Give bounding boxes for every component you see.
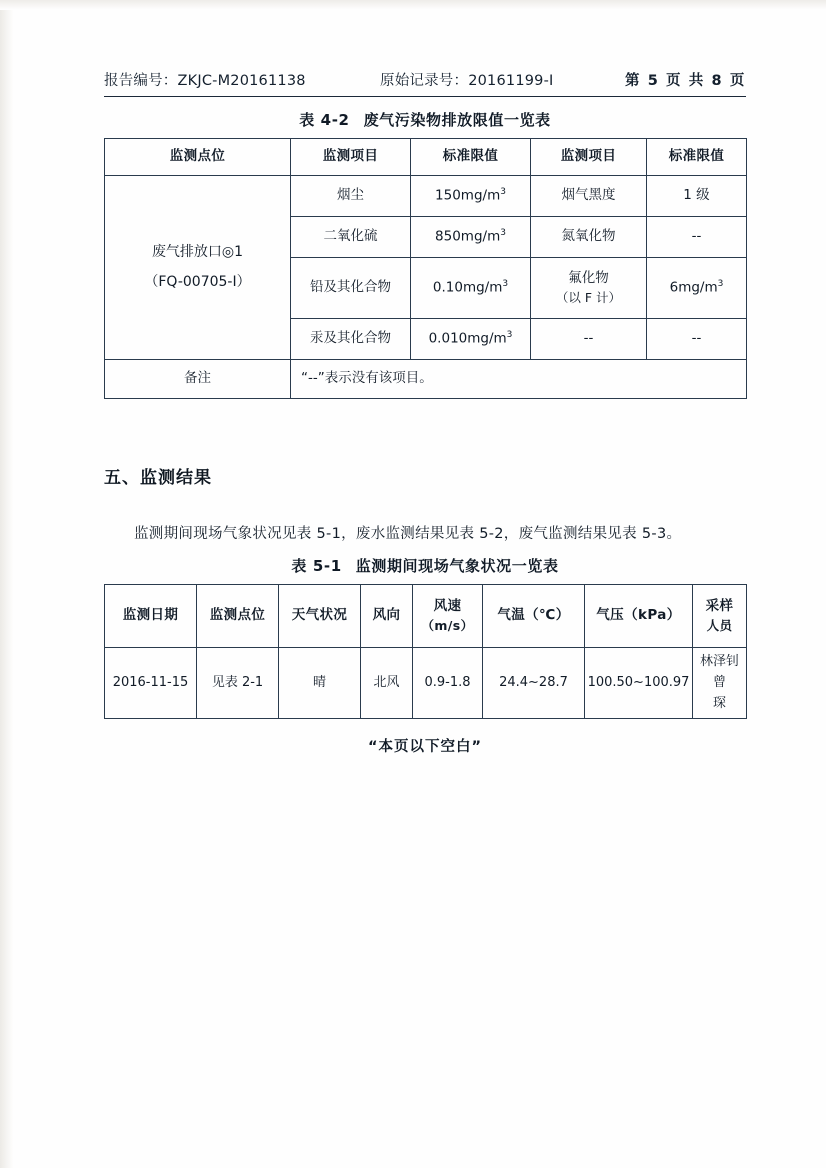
cell-limit-b (647, 258, 747, 319)
cell-limit-a-text: 850mg/m (435, 228, 501, 245)
record-number-value: 20161199-I (468, 73, 554, 89)
cell-limit-a-sup: 3 (502, 278, 509, 289)
cell-limit-a-text: 0.10mg/m (432, 279, 503, 296)
cell-limit-a-text: 0.010mg/m (428, 330, 507, 347)
table-5-1-col-wind-speed (413, 585, 483, 648)
record-number-label: 原始记录号： (380, 73, 469, 89)
cell-staff (693, 648, 747, 719)
table-5-1-col-staff-label: 采样 (705, 598, 734, 615)
table-5-1 (104, 584, 747, 719)
cell-limit-a (411, 258, 531, 319)
table-5-1-col-pressure: 气压（kPa） (585, 585, 693, 648)
table-4-2-caption-title: 废气污染物排放限值一览表 (363, 111, 551, 129)
cell-item-a: 二氧化硫 (291, 217, 411, 258)
table-5-1-col-wind-direction: 风向 (361, 585, 413, 648)
table-5-1-header-row (105, 585, 747, 648)
blank-page-note: “本页以下空白” (367, 739, 483, 756)
cell-weather: 晴 (279, 648, 361, 719)
table-row (105, 176, 747, 217)
report-number-value: ZKJC-M20161138 (177, 73, 306, 89)
table-5-1-col-staff-sub: 人员 (706, 617, 733, 633)
table-5-1-col-wind-speed-label: 风速 (433, 598, 462, 615)
cell-item-b: -- (531, 319, 647, 360)
staff-name-1: 林泽钊 (699, 654, 739, 669)
cell-limit-b-text: 6mg/m (669, 279, 718, 296)
point-name: 废气排放口◎1 (151, 244, 244, 261)
cell-wind-direction: 北风 (361, 648, 413, 719)
remark-label: 备注 (105, 360, 291, 399)
report-number-label: 报告编号： (104, 73, 178, 89)
table-4-2-col-limit-b: 标准限值 (647, 139, 747, 176)
section-paragraph: 监测期间现场气象状况见表 5-1，废水监测结果见表 5-2，废气监测结果见表 5-3。 (134, 526, 682, 542)
cell-item-a: 汞及其化合物 (291, 319, 411, 360)
table-5-1-col-temperature: 气温（℃） (483, 585, 585, 648)
cell-date: 2016-11-15 (105, 648, 197, 719)
table-4-2-col-point: 监测点位 (105, 139, 291, 176)
table-5-1-caption (104, 555, 746, 576)
cell-limit-b: -- (647, 319, 747, 360)
cell-temperature: 24.4~28.7 (483, 648, 585, 719)
table-5-1-col-date: 监测日期 (105, 585, 197, 648)
cell-limit-b: -- (647, 217, 747, 258)
table-4-2-caption-number: 表 4-2 (299, 111, 350, 129)
table-4-2-col-item-a: 监测项目 (291, 139, 411, 176)
staff-name-2: 曾 琛 (712, 674, 732, 711)
cell-item-b (531, 258, 647, 319)
remark-text: “--”表示没有该项目。 (291, 360, 747, 399)
cell-item-b: 氮氧化物 (531, 217, 647, 258)
table-row (105, 648, 747, 719)
table-5-1-caption-title: 监测期间现场气象状况一览表 (355, 557, 559, 575)
table-4-2 (104, 138, 747, 399)
cell-limit-a (411, 176, 531, 217)
cell-item-b-text: 氟化物 (568, 270, 609, 287)
cell-point: 见表 2-1 (197, 648, 279, 719)
cell-limit-a-sup: 3 (500, 227, 506, 238)
page-content (104, 66, 746, 756)
table-5-1-col-point: 监测点位 (197, 585, 279, 648)
cell-limit-a (411, 319, 531, 360)
cell-limit-a (411, 217, 531, 258)
cell-item-a: 烟尘 (291, 176, 411, 217)
section-heading: 五、监测结果 (104, 468, 212, 488)
cell-item-b-sub: （以 F 计） (555, 289, 622, 305)
cell-limit-a-sup: 3 (506, 329, 513, 340)
cell-pressure: 100.50~100.97 (585, 648, 693, 719)
cell-item-b: 烟气黑度 (531, 176, 647, 217)
table-4-2-col-item-b: 监测项目 (531, 139, 647, 176)
table-4-2-header-row (105, 139, 747, 176)
cell-limit-b-sup: 3 (717, 278, 724, 289)
document-header (104, 66, 746, 97)
scan-edge-top (0, 0, 826, 10)
table-4-2-col-limit-a: 标准限值 (411, 139, 531, 176)
scan-edge-left (0, 0, 14, 1168)
cell-limit-b: 1 级 (647, 176, 747, 217)
page-indicator: 第 5 页 共 8 页 (624, 73, 746, 89)
table-5-1-col-wind-speed-unit: （m/s） (421, 617, 474, 633)
cell-limit-a-sup: 3 (500, 186, 506, 197)
record-number (380, 69, 554, 90)
table-5-1-col-staff (693, 585, 747, 648)
cell-wind-speed: 0.9-1.8 (413, 648, 483, 719)
table-5-1-caption-number: 表 5-1 (291, 557, 342, 575)
cell-limit-a-text: 150mg/m (435, 187, 501, 204)
table-4-2-point-cell (105, 176, 291, 360)
table-5-1-col-weather: 天气状况 (279, 585, 361, 648)
table-4-2-remark-row (105, 360, 747, 399)
table-4-2-caption (104, 109, 746, 130)
report-number (104, 69, 306, 90)
cell-item-a: 铅及其化合物 (291, 258, 411, 319)
point-code: （FQ-00705-I） (144, 273, 251, 290)
